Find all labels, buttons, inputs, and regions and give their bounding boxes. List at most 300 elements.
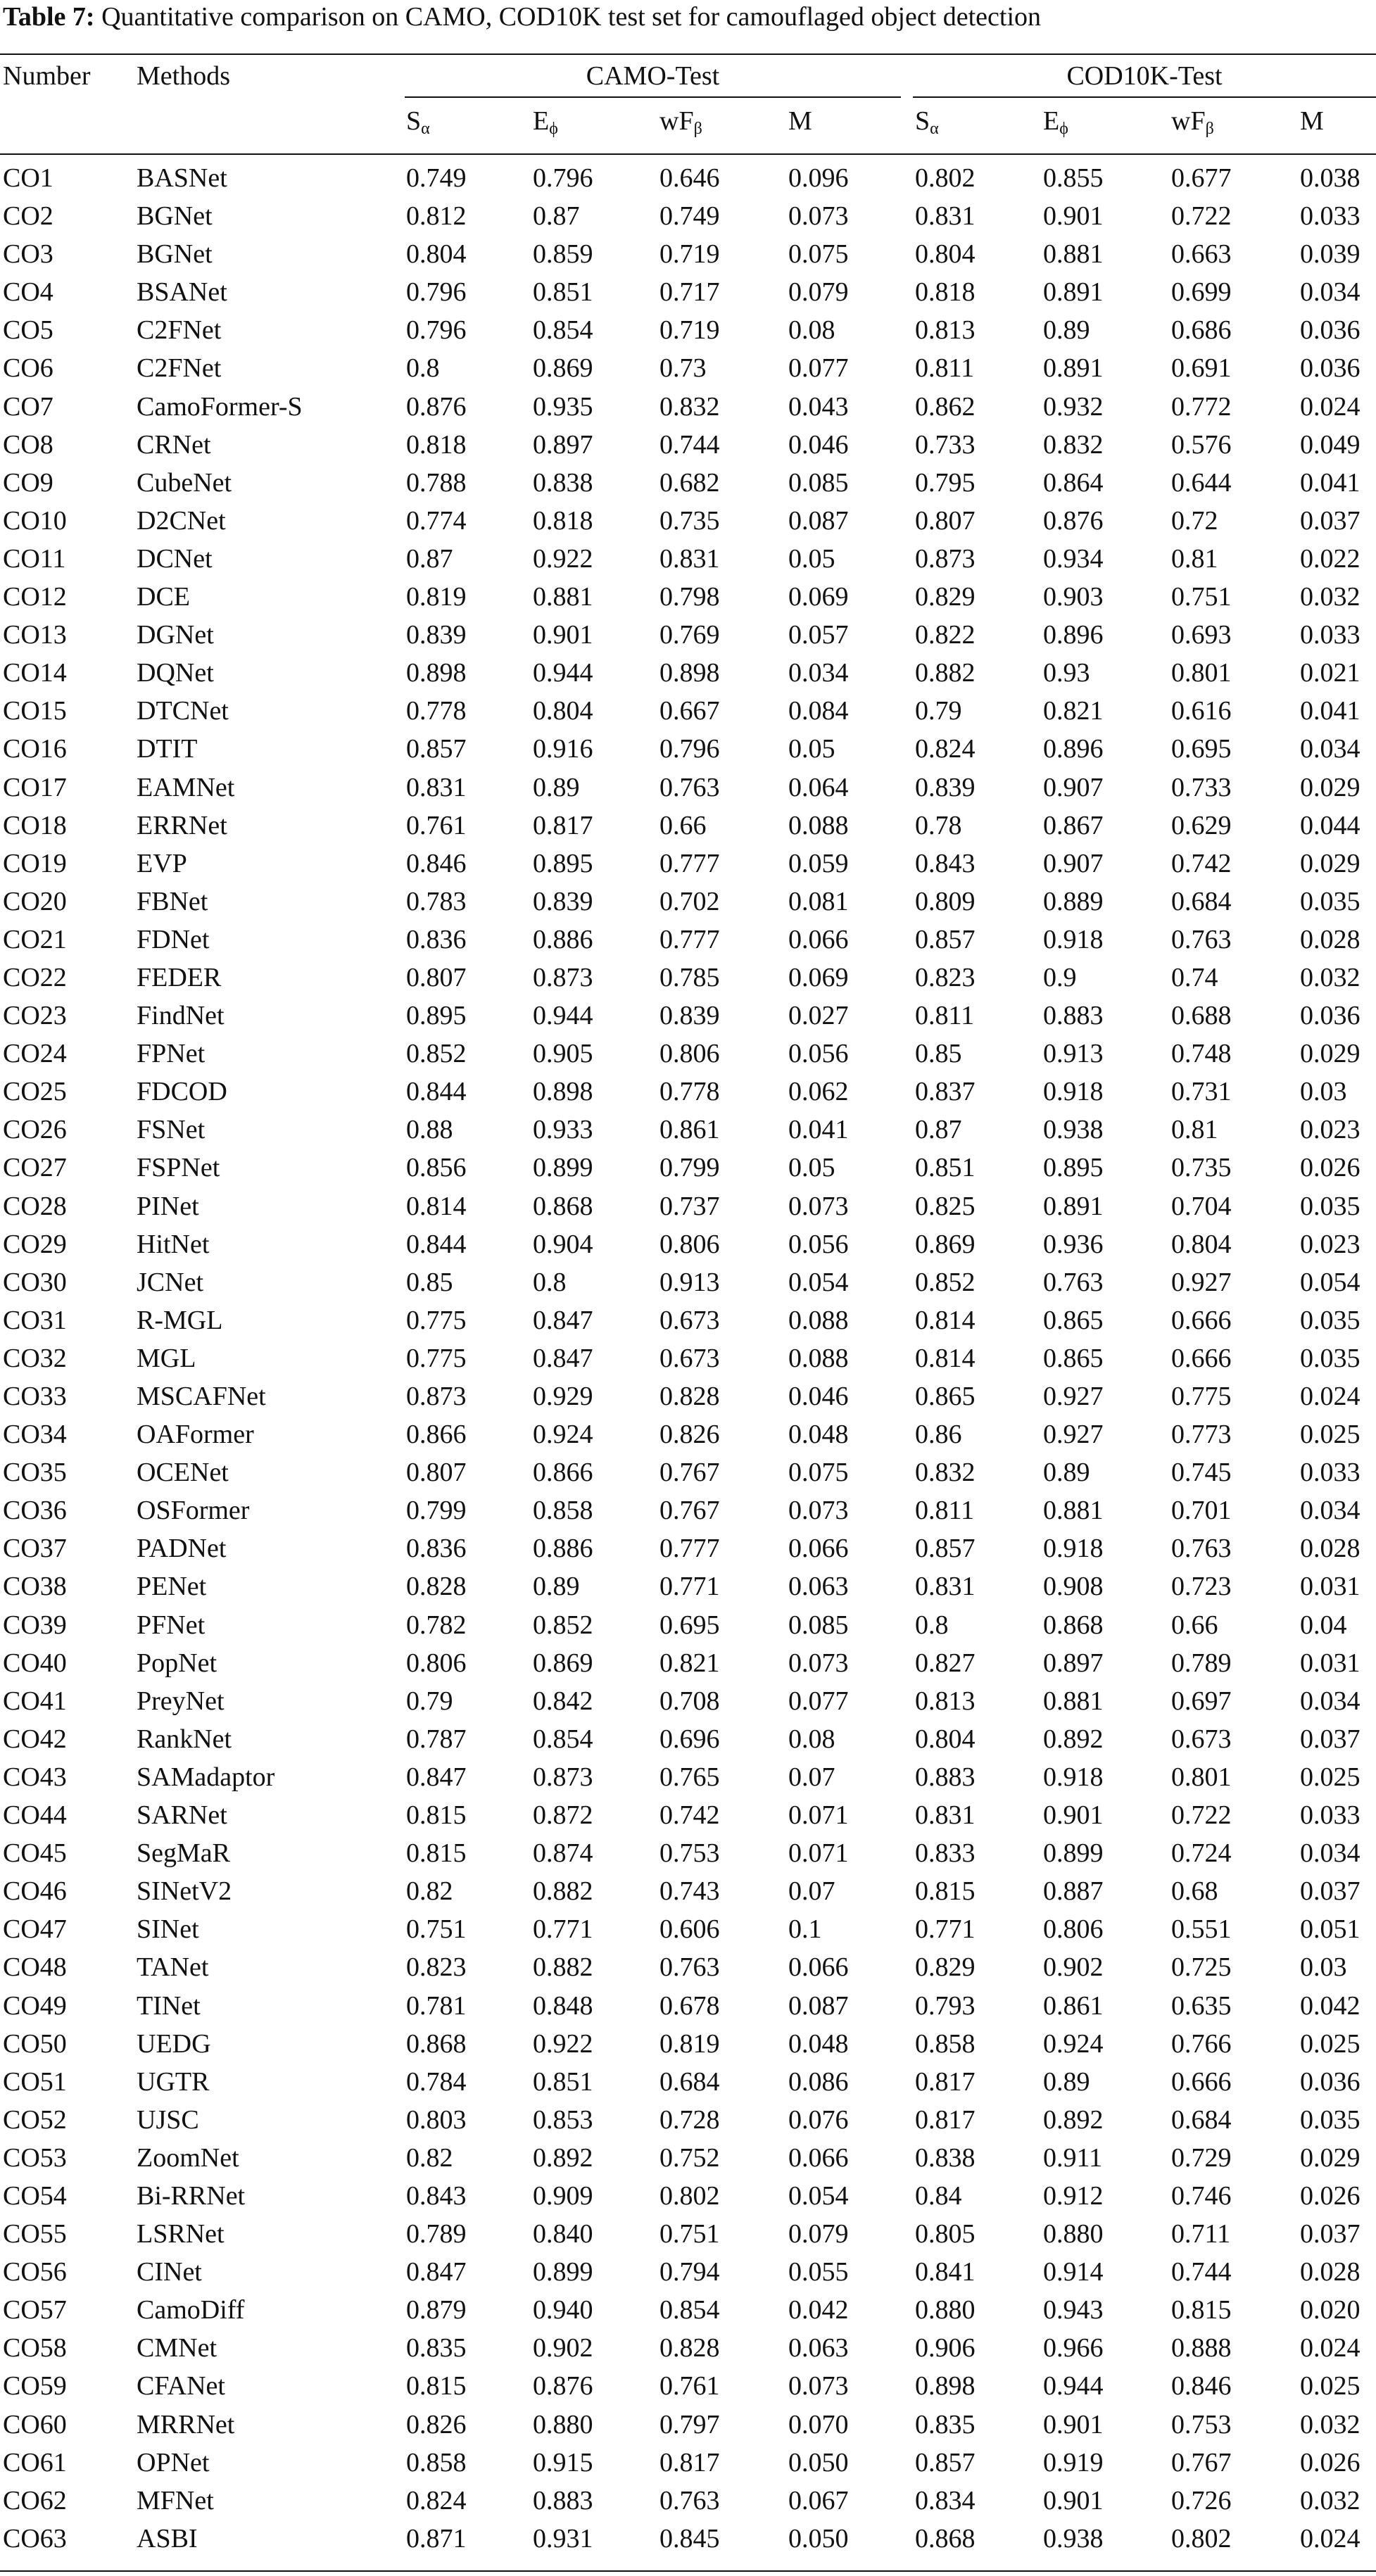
cell-method-name: CamoFormer-S [137,391,303,422]
cell-camo-m: 0.1 [788,1914,822,1945]
cell-camo-s-alpha: 0.824 [406,2485,467,2515]
cell-cod10k-e-phi: 0.876 [1043,505,1104,536]
cell-method-name: DCNet [137,543,213,574]
cell-cod10k-wf-beta: 0.801 [1171,1762,1232,1792]
cell-row-number: CO33 [3,1382,67,1411]
cell-camo-m: 0.055 [788,2257,849,2287]
cell-camo-wf-beta: 0.735 [659,505,720,536]
cell-method-name: R-MGL [137,1305,223,1335]
cell-camo-e-phi: 0.909 [533,2180,593,2211]
cell-camo-wf-beta: 0.702 [659,886,720,916]
cell-camo-e-phi: 0.847 [533,1305,593,1335]
cell-cod10k-e-phi: 0.927 [1043,1420,1104,1450]
cell-camo-s-alpha: 0.836 [406,924,467,954]
cell-cod10k-m: 0.033 [1300,1458,1361,1488]
cell-camo-s-alpha: 0.775 [406,1305,467,1335]
cell-camo-s-alpha: 0.781 [406,1990,467,2021]
cell-cod10k-s-alpha: 0.807 [915,505,976,536]
table-row [0,1759,1376,1797]
cell-camo-m: 0.062 [788,1077,849,1107]
cell-cod10k-wf-beta: 0.751 [1171,582,1232,612]
cell-row-number: CO17 [3,772,67,802]
cell-cod10k-s-alpha: 0.869 [915,1229,976,1259]
cell-camo-m: 0.08 [788,315,835,346]
metric-symbol: M [788,106,812,136]
cell-camo-m: 0.077 [788,353,849,384]
cell-method-name: EVP [137,848,187,878]
cell-row-number: CO48 [3,1952,67,1983]
cell-camo-s-alpha: 0.836 [406,1534,467,1564]
cell-camo-s-alpha: 0.868 [406,2028,467,2059]
cell-camo-wf-beta: 0.771 [659,1572,720,1602]
cell-cod10k-wf-beta: 0.846 [1171,2371,1232,2401]
cell-method-name: FSNet [137,1115,206,1145]
cell-cod10k-wf-beta: 0.927 [1171,1267,1232,1297]
cell-cod10k-s-alpha: 0.817 [915,2104,976,2135]
table-row [0,2292,1376,2330]
cell-cod10k-wf-beta: 0.68 [1171,1876,1218,1907]
metric-header-camo-4 [788,106,812,137]
cell-method-name: MRRNet [137,2409,235,2439]
cell-method-name: SARNet [137,1800,227,1831]
cell-cod10k-wf-beta: 0.684 [1171,886,1232,916]
cell-camo-wf-beta: 0.769 [659,620,720,650]
cell-camo-m: 0.087 [788,1990,849,2021]
table-row [0,1607,1376,1645]
cell-cod10k-e-phi: 0.892 [1043,2104,1104,2135]
cell-cod10k-wf-beta: 0.666 [1171,2066,1232,2097]
metric-subscript: β [693,120,702,138]
metric-subscript: ϕ [1059,120,1068,138]
cell-cod10k-m: 0.026 [1300,1153,1361,1183]
cell-cod10k-e-phi: 0.855 [1043,163,1104,193]
cell-camo-s-alpha: 0.879 [406,2295,467,2325]
cell-method-name: CFANet [137,2371,225,2401]
cell-cod10k-m: 0.028 [1300,1534,1361,1564]
table-row [0,1188,1376,1226]
cell-cod10k-m: 0.029 [1300,848,1361,878]
cell-cod10k-wf-beta: 0.684 [1171,2104,1232,2135]
cell-camo-m: 0.07 [788,1762,835,1792]
cell-camo-s-alpha: 0.778 [406,696,467,726]
cell-camo-s-alpha: 0.826 [406,2409,467,2439]
cell-cod10k-e-phi: 0.763 [1043,1267,1104,1297]
cell-camo-s-alpha: 0.761 [406,810,467,840]
cell-row-number: CO23 [3,1001,67,1031]
cell-cod10k-m: 0.022 [1300,543,1361,574]
cell-camo-e-phi: 0.881 [533,582,593,612]
table-row [0,2254,1376,2292]
cell-camo-s-alpha: 0.783 [406,886,467,916]
cell-camo-s-alpha: 0.812 [406,201,467,232]
cell-camo-s-alpha: 0.876 [406,391,467,422]
cell-camo-wf-beta: 0.778 [659,1077,720,1107]
cell-camo-m: 0.056 [788,1229,849,1259]
header-methods: Methods [137,61,230,91]
cell-camo-s-alpha: 0.803 [406,2104,467,2135]
cell-cod10k-m: 0.023 [1300,1115,1361,1145]
cell-cod10k-m: 0.020 [1300,2295,1361,2325]
cell-row-number: CO40 [3,1648,67,1678]
cell-cod10k-e-phi: 0.927 [1043,1382,1104,1411]
cell-method-name: OAFormer [137,1420,254,1450]
cell-camo-m: 0.069 [788,962,849,992]
cell-camo-e-phi: 0.853 [533,2104,593,2135]
cell-camo-s-alpha: 0.79 [406,1686,453,1716]
cell-row-number: CO18 [3,810,67,840]
table-row [0,2482,1376,2520]
cell-cod10k-wf-beta: 0.576 [1171,429,1232,460]
cell-camo-wf-beta: 0.861 [659,1115,720,1145]
cell-camo-s-alpha: 0.774 [406,505,467,536]
cell-camo-e-phi: 0.898 [533,1077,593,1107]
cell-camo-wf-beta: 0.817 [659,2447,720,2477]
cell-method-name: FBNet [137,886,208,916]
metric-header-camo-2 [533,106,558,137]
cell-cod10k-wf-beta: 0.802 [1171,2523,1232,2553]
cell-cod10k-wf-beta: 0.695 [1171,734,1232,764]
cell-camo-s-alpha: 0.844 [406,1077,467,1107]
cell-camo-s-alpha: 0.814 [406,1191,467,1221]
cell-row-number: CO60 [3,2409,67,2439]
cell-cod10k-e-phi: 0.896 [1043,734,1104,764]
cell-camo-e-phi: 0.851 [533,277,593,308]
cell-cod10k-m: 0.035 [1300,1343,1361,1373]
cell-cod10k-s-alpha: 0.868 [915,2523,976,2553]
cell-camo-m: 0.042 [788,2295,849,2325]
cell-camo-e-phi: 0.886 [533,1534,593,1564]
camo-group-rule [405,96,901,98]
cell-cod10k-e-phi: 0.889 [1043,886,1104,916]
cell-cod10k-m: 0.036 [1300,2066,1361,2097]
cell-cod10k-m: 0.037 [1300,1724,1361,1754]
cell-cod10k-m: 0.03 [1300,1952,1347,1983]
cell-cod10k-wf-beta: 0.644 [1171,467,1232,498]
cell-cod10k-wf-beta: 0.551 [1171,1914,1232,1945]
cell-cod10k-wf-beta: 0.691 [1171,353,1232,384]
cell-method-name: D2CNet [137,505,226,536]
cell-camo-e-phi: 0.796 [533,163,593,193]
cell-camo-wf-beta: 0.682 [659,467,720,498]
cell-camo-m: 0.041 [788,1115,849,1145]
cell-camo-m: 0.069 [788,582,849,612]
cell-row-number: CO35 [3,1458,67,1488]
cell-camo-wf-beta: 0.819 [659,2028,720,2059]
cell-camo-wf-beta: 0.806 [659,1039,720,1069]
cell-camo-m: 0.07 [788,1876,835,1907]
cell-cod10k-m: 0.034 [1300,1496,1361,1526]
cell-camo-wf-beta: 0.673 [659,1305,720,1335]
cell-cod10k-e-phi: 0.899 [1043,1838,1104,1869]
cell-cod10k-e-phi: 0.896 [1043,620,1104,650]
cell-camo-s-alpha: 0.823 [406,1952,467,1983]
cell-cod10k-s-alpha: 0.811 [915,353,975,384]
cell-cod10k-m: 0.029 [1300,772,1361,802]
cell-cod10k-wf-beta: 0.725 [1171,1952,1232,1983]
cell-camo-e-phi: 0.839 [533,886,593,916]
cell-cod10k-s-alpha: 0.814 [915,1343,976,1373]
cell-cod10k-wf-beta: 0.753 [1171,2409,1232,2439]
cell-camo-m: 0.076 [788,2104,849,2135]
cell-camo-wf-beta: 0.606 [659,1914,720,1945]
cell-camo-wf-beta: 0.785 [659,962,720,992]
cell-camo-e-phi: 0.851 [533,2066,593,2097]
cell-row-number: CO7 [3,391,53,422]
cell-camo-e-phi: 0.915 [533,2447,593,2477]
cell-row-number: CO53 [3,2142,67,2173]
cell-cod10k-e-phi: 0.911 [1043,2142,1103,2173]
cell-cod10k-wf-beta: 0.699 [1171,277,1232,308]
cod10k-group-rule [913,96,1376,98]
cell-camo-e-phi: 0.924 [533,1420,593,1450]
cell-row-number: CO5 [3,315,53,346]
cell-method-name: OPNet [137,2447,210,2477]
cell-camo-s-alpha: 0.788 [406,467,467,498]
table-row [0,2216,1376,2254]
cell-cod10k-m: 0.037 [1300,2219,1361,2249]
cell-camo-wf-beta: 0.696 [659,1724,720,1754]
table-row [0,2330,1376,2368]
cell-cod10k-wf-beta: 0.673 [1171,1724,1232,1754]
table-row [0,427,1376,465]
cell-method-name: UJSC [137,2104,199,2135]
cell-row-number: CO58 [3,2333,67,2363]
cell-camo-m: 0.070 [788,2409,849,2439]
cell-camo-m: 0.043 [788,391,849,422]
cell-camo-m: 0.071 [788,1838,849,1869]
cell-cod10k-m: 0.037 [1300,505,1361,536]
cell-cod10k-m: 0.024 [1300,2333,1361,2363]
cell-camo-wf-beta: 0.777 [659,1534,720,1564]
cell-cod10k-s-alpha: 0.818 [915,277,976,308]
cell-cod10k-wf-beta: 0.663 [1171,239,1232,270]
cell-cod10k-wf-beta: 0.745 [1171,1458,1232,1488]
cell-method-name: PADNet [137,1534,227,1564]
table-row [0,541,1376,579]
cell-camo-e-phi: 0.899 [533,1153,593,1183]
cell-cod10k-e-phi: 0.89 [1043,1458,1090,1488]
cell-method-name: ERRNet [137,810,227,840]
cell-camo-e-phi: 0.944 [533,1001,593,1031]
cell-cod10k-e-phi: 0.907 [1043,848,1104,878]
table-row [0,503,1376,541]
table-row [0,1568,1376,1606]
cell-row-number: CO25 [3,1077,67,1107]
cell-method-name: CMNet [137,2333,217,2363]
cell-camo-wf-beta: 0.749 [659,201,720,232]
cell-camo-s-alpha: 0.831 [406,772,467,802]
cell-cod10k-s-alpha: 0.831 [915,201,976,232]
cell-method-name: PreyNet [137,1686,225,1716]
cell-cod10k-wf-beta: 0.722 [1171,201,1232,232]
cell-camo-s-alpha: 0.847 [406,2257,467,2287]
cell-camo-e-phi: 0.880 [533,2409,593,2439]
cell-method-name: PENet [137,1572,207,1602]
cell-camo-wf-beta: 0.73 [659,353,707,384]
cell-cod10k-wf-beta: 0.666 [1171,1305,1232,1335]
cell-cod10k-s-alpha: 0.829 [915,582,976,612]
cell-camo-wf-beta: 0.761 [659,2371,720,2401]
cell-cod10k-m: 0.051 [1300,1914,1361,1945]
cell-cod10k-s-alpha: 0.825 [915,1191,976,1221]
table-row [0,731,1376,769]
cell-cod10k-m: 0.033 [1300,620,1361,650]
table-row [0,2406,1376,2444]
cell-method-name: HitNet [137,1229,210,1259]
cell-camo-e-phi: 0.869 [533,353,593,384]
cell-camo-s-alpha: 0.844 [406,1229,467,1259]
cell-cod10k-s-alpha: 0.814 [915,1305,976,1335]
cell-cod10k-wf-beta: 0.629 [1171,810,1232,840]
cell-cod10k-wf-beta: 0.724 [1171,1838,1232,1869]
cell-cod10k-wf-beta: 0.81 [1171,543,1218,574]
table-row [0,160,1376,198]
cell-cod10k-wf-beta: 0.701 [1171,1496,1232,1526]
cell-camo-wf-beta: 0.798 [659,582,720,612]
cell-camo-wf-beta: 0.708 [659,1686,720,1716]
cell-cod10k-m: 0.025 [1300,2371,1361,2401]
cell-camo-m: 0.063 [788,2333,849,2363]
cell-camo-m: 0.050 [788,2523,849,2553]
cell-cod10k-wf-beta: 0.772 [1171,391,1232,422]
cell-camo-e-phi: 0.935 [533,391,593,422]
cell-camo-e-phi: 0.848 [533,1990,593,2021]
cell-camo-s-alpha: 0.847 [406,1762,467,1792]
cell-row-number: CO31 [3,1305,67,1335]
table-row [0,1873,1376,1911]
cell-camo-m: 0.079 [788,2219,849,2249]
cell-camo-m: 0.05 [788,734,835,764]
cell-cod10k-m: 0.021 [1300,658,1361,688]
cell-cod10k-e-phi: 0.901 [1043,1800,1104,1831]
cell-cod10k-m: 0.034 [1300,277,1361,308]
cell-cod10k-s-alpha: 0.883 [915,1762,976,1792]
cell-cod10k-m: 0.035 [1300,2104,1361,2135]
cell-cod10k-e-phi: 0.891 [1043,277,1104,308]
cell-camo-e-phi: 0.842 [533,1686,593,1716]
cell-method-name: EAMNet [137,772,235,802]
cell-cod10k-e-phi: 0.938 [1043,2523,1104,2553]
cell-camo-m: 0.048 [788,2028,849,2059]
cell-cod10k-s-alpha: 0.805 [915,2219,976,2249]
table-body [0,160,1376,2558]
cell-camo-m: 0.064 [788,772,849,802]
cell-method-name: BGNet [137,239,213,270]
table-row [0,1683,1376,1721]
cell-camo-wf-beta: 0.806 [659,1229,720,1259]
cell-camo-s-alpha: 0.857 [406,734,467,764]
cell-cod10k-s-alpha: 0.813 [915,315,976,346]
cell-cod10k-m: 0.034 [1300,734,1361,764]
table-row [0,845,1376,883]
cell-method-name: FDNet [137,924,210,954]
cell-camo-m: 0.087 [788,505,849,536]
cell-method-name: C2FNet [137,353,222,384]
cell-camo-m: 0.034 [788,658,849,688]
cell-row-number: CO1 [3,163,53,193]
cell-cod10k-s-alpha: 0.815 [915,1876,976,1907]
cell-method-name: PFNet [137,1610,206,1640]
table-row [0,1302,1376,1340]
cell-method-name: MFNet [137,2485,214,2515]
cell-cod10k-e-phi: 0.908 [1043,1572,1104,1602]
cell-camo-e-phi: 0.897 [533,429,593,460]
cell-method-name: MSCAFNet [137,1382,266,1411]
cell-cod10k-e-phi: 0.93 [1043,658,1090,688]
cell-camo-e-phi: 0.804 [533,696,593,726]
cell-cod10k-e-phi: 0.901 [1043,2409,1104,2439]
cell-method-name: BGNet [137,201,213,232]
cell-method-name: PINet [137,1191,199,1221]
cell-camo-m: 0.075 [788,239,849,270]
cell-camo-m: 0.073 [788,2371,849,2401]
cell-cod10k-e-phi: 0.943 [1043,2295,1104,2325]
cell-row-number: CO38 [3,1572,67,1602]
cell-cod10k-s-alpha: 0.843 [915,848,976,878]
cell-camo-wf-beta: 0.752 [659,2142,720,2173]
cell-cod10k-s-alpha: 0.817 [915,2066,976,2097]
cell-cod10k-m: 0.023 [1300,1229,1361,1259]
cell-camo-wf-beta: 0.802 [659,2180,720,2211]
cell-row-number: CO32 [3,1343,67,1373]
cell-camo-s-alpha: 0.806 [406,1648,467,1678]
cell-method-name: BSANet [137,277,227,308]
cell-camo-m: 0.067 [788,2485,849,2515]
table-row [0,1149,1376,1187]
cell-cod10k-e-phi: 0.914 [1043,2257,1104,2287]
metric-symbol: S [406,106,422,136]
cell-method-name: Bi-RRNet [137,2180,246,2211]
table-row [0,959,1376,997]
table-row [0,1949,1376,1987]
cell-cod10k-s-alpha: 0.834 [915,2485,976,2515]
header-camo-test: CAMO-Test [586,61,720,91]
cell-cod10k-m: 0.031 [1300,1648,1361,1678]
cell-cod10k-m: 0.024 [1300,1382,1361,1411]
cell-method-name: DCE [137,582,190,612]
cell-camo-wf-beta: 0.763 [659,772,720,802]
table-row [0,350,1376,388]
cell-cod10k-wf-beta: 0.72 [1171,505,1218,536]
cell-row-number: CO10 [3,505,67,536]
cell-cod10k-s-alpha: 0.822 [915,620,976,650]
cell-row-number: CO49 [3,1990,67,2021]
cell-row-number: CO9 [3,467,53,498]
cell-cod10k-s-alpha: 0.86 [915,1420,962,1450]
cell-camo-wf-beta: 0.763 [659,1952,720,1983]
cell-cod10k-s-alpha: 0.78 [915,810,962,840]
cell-camo-s-alpha: 0.898 [406,658,467,688]
cell-row-number: CO8 [3,429,53,460]
cell-camo-m: 0.073 [788,1191,849,1221]
cell-camo-e-phi: 0.817 [533,810,593,840]
cell-cod10k-s-alpha: 0.832 [915,1458,976,1488]
cell-camo-wf-beta: 0.66 [659,810,707,840]
cell-camo-e-phi: 0.8 [533,1267,567,1297]
cell-cod10k-e-phi: 0.944 [1043,2371,1104,2401]
cell-method-name: CINet [137,2257,202,2287]
cell-camo-wf-beta: 0.839 [659,1001,720,1031]
cell-cod10k-m: 0.029 [1300,1039,1361,1069]
cell-cod10k-e-phi: 0.891 [1043,1191,1104,1221]
cell-camo-wf-beta: 0.728 [659,2104,720,2135]
cell-camo-e-phi: 0.905 [533,1039,593,1069]
table-row [0,1226,1376,1264]
cell-row-number: CO16 [3,734,67,764]
cell-cod10k-s-alpha: 0.79 [915,696,962,726]
cell-row-number: CO22 [3,962,67,992]
cell-row-number: CO46 [3,1876,67,1907]
